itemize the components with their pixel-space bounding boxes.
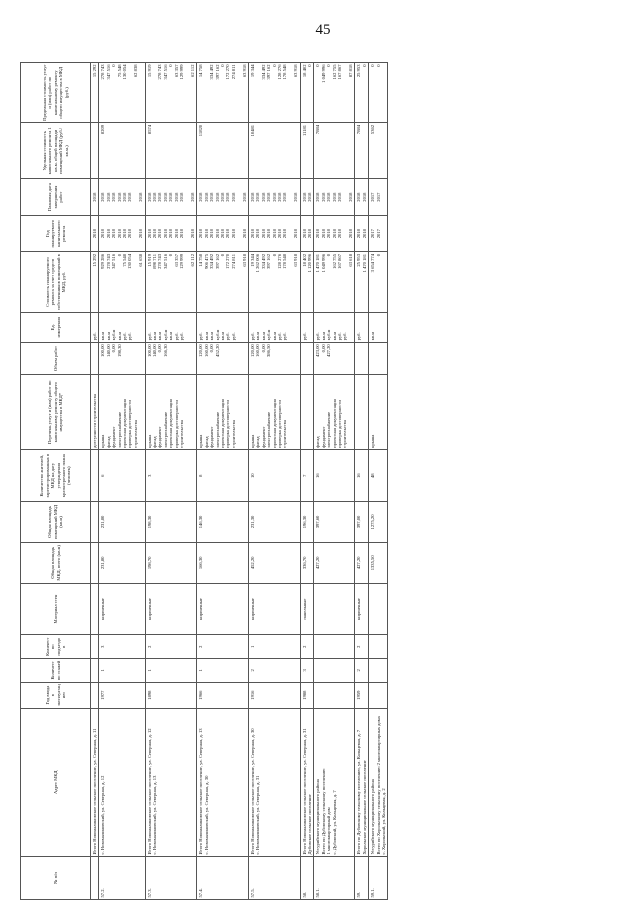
row-entrances (369, 635, 388, 659)
row-year: 1898 (145, 682, 197, 708)
row-wall-material: панельные (300, 583, 314, 635)
row-plan-year: 2018 2018 2018 2018 2018 2018 2018 2018 (197, 215, 249, 252)
row-volume (355, 342, 369, 374)
row-premises-area: 196,30 (300, 502, 314, 543)
row-works: крыша фасад фундамент электроснабжение проектная документация проверка достоверности строительства (248, 375, 300, 450)
row-premises-area: 397,00 (355, 502, 369, 543)
header-cell: Предельная стоимость услуг и (или) работ по капитальному ремонту общего имущества в МКД (руб.) (21, 63, 91, 123)
row-year: 1988 (300, 682, 314, 708)
repair-plan-table (20, 62, 388, 900)
row-plan-year: 2018 2018 2018 2018 2018 2018 2018 (99, 215, 145, 252)
row-entrances: 2 (355, 635, 369, 659)
row-wall-material: кирпичные (145, 583, 197, 635)
table-container (20, 62, 620, 900)
table-body (91, 63, 388, 900)
row-works: крыша фасад фундамент электроснабжение проектная документация проверка достоверности строительства (197, 375, 249, 450)
row-wall-material (314, 583, 355, 635)
row-limit-cost: 0 1 049 996 0 162 755 167 867 87 818 (314, 63, 355, 123)
table-row (355, 63, 369, 900)
row-number: 57.5. (248, 856, 300, 899)
row-year: 1959 (355, 682, 369, 708)
row-specific-cost (91, 123, 99, 179)
row-done-date: 2018 2018 2018 2018 2018 2018 2018 (99, 179, 145, 216)
row-done-date: 2018 (91, 179, 99, 216)
row-residents: 6 (99, 450, 145, 502)
row-wall-material: кирпичные (99, 583, 145, 635)
table-row (300, 63, 314, 900)
header-cell: Адрес МКД (21, 708, 91, 856)
row-total-area: 336,70 (300, 542, 314, 583)
row-floors: 1 (197, 659, 249, 683)
header-cell: Материал стен (21, 583, 91, 635)
row-works: фасад фундамент электроснабжение проектная документация проверка достоверности строительства (314, 375, 355, 450)
row-floors: 2 (248, 659, 300, 683)
row-unit: кв.м кв.м куб.м кв.м руб. руб. (99, 312, 145, 342)
header-cell: Стоимость планируемого ремонта за счет средств собственников помещений в МКД, руб. (21, 252, 91, 312)
row-address: Уссурийского муниципального района Всего по Дубовскому сельскому поселению 1 многоквартирный дом с. Дубовский, ул. Кольцевая, д. 7 (314, 708, 355, 856)
row-residents: 7 (300, 450, 314, 502)
row-cost: 15 919 890 711 278 743 347 516 0 63 357 129 999 62 112 (145, 252, 197, 312)
row-unit: руб. (355, 312, 369, 342)
row-premises-area: 231,30 (248, 502, 300, 543)
page-number: 45 (315, 22, 331, 38)
row-year (369, 682, 388, 708)
header-cell: № п/п (21, 856, 91, 899)
table-row (145, 63, 197, 900)
table-row (369, 63, 388, 900)
header-cell: Удельная стоимость капитального ремонта 1 кв.м. общей площади помещений МКД (руб./кв.м.) (21, 123, 91, 179)
table-row (314, 63, 355, 900)
row-limit-cost: 25 953 0 (355, 63, 369, 123)
row-residents (91, 450, 99, 502)
row-cost: 14 758 906 475 334 492 397 162 0 172 270 274 811 63 918 (197, 252, 249, 312)
row-total-area: 452,20 (248, 542, 300, 583)
header-cell: Общая площадь МКД, всего (кв.м) (21, 542, 91, 583)
row-address: Итого Новомалиновское сельское поселение, ул. Северная, д. 13 с. Новомалиновский, ул. Северная, д. 30 (197, 708, 249, 856)
row-plan-year: 2018 (91, 215, 99, 252)
row-specific-cost: 11181 (300, 123, 314, 179)
header-cell: Плановая дата завершения работ (21, 179, 91, 216)
row-entrances (314, 635, 355, 659)
row-address: Итого Новомалиновское сельское поселение, ул. Северная, д. 31 Дубовское сельское поселение (300, 708, 314, 856)
row-volume: 100,00 140,00 0,00 198,30 (99, 342, 145, 374)
row-works: крыша фасад фундамент электроснабжение проектная документация проверка достоверности строительства (99, 375, 145, 450)
row-plan-year: 2018 2018 2018 2018 2018 2018 2018 2018 (248, 215, 300, 252)
row-floors: 1 (145, 659, 197, 683)
row-done-date: 2017 2017 (369, 179, 388, 216)
row-total-area: 166,30 (197, 542, 249, 583)
row-total-area: 1335,50 (369, 542, 388, 583)
rotated-table-frame (20, 62, 620, 900)
row-total-area: 427,20 (355, 542, 369, 583)
row-limit-cost: 14 758 334 492 397 162 0 172 270 274 811 63 918 (197, 63, 249, 123)
row-specific-cost: 11820 (197, 123, 249, 179)
row-number: 59.1. (369, 856, 388, 899)
row-limit-cost: 18 402 0 (300, 63, 314, 123)
row-premises-area (91, 502, 99, 543)
header-cell: Количество жителей, зарегистрированных в МКД на дату утверждения краткосрочного плана (человек) (21, 450, 91, 502)
row-total-area: 427,20 (314, 542, 355, 583)
row-floors (314, 659, 355, 683)
row-unit: руб. (300, 312, 314, 342)
row-limit-cost: 278 743 347 516 0 75 548 130 054 62 838 (99, 63, 145, 123)
table-row (91, 63, 99, 900)
row-entrances: 1 (248, 635, 300, 659)
header-cell: Перечень услуг и (или) работ по капитальному ремонту общего имущества в МКД* (21, 375, 91, 450)
row-floors (91, 659, 99, 683)
row-residents: 3 (145, 450, 197, 502)
row-unit: кв.м (369, 312, 388, 342)
row-year: 1966 (197, 682, 249, 708)
header-cell: Количество этажей (21, 659, 91, 683)
row-limit-cost: 15 292 (91, 63, 99, 123)
row-floors: 2 (355, 659, 369, 683)
table-row (248, 63, 300, 900)
row-total-area (91, 542, 99, 583)
row-year: 1977 (99, 682, 145, 708)
row-residents: 8 (197, 450, 249, 502)
row-plan-year: 2017 2017 (369, 215, 388, 252)
row-cost: 15 292 (91, 252, 99, 312)
row-done-date: 2018 2018 2018 2018 2018 2018 2018 2018 (248, 179, 300, 216)
row-volume (369, 342, 388, 374)
row-total-area: 231,80 (99, 542, 145, 583)
row-plan-year: 2018 2018 (300, 215, 314, 252)
row-volume: 120,00 160,00 0,00 386,50 (248, 342, 300, 374)
row-year: 1916 (248, 682, 300, 708)
table-row (197, 63, 249, 900)
row-limit-cost: 15 919 278 743 347 516 0 63 357 129 999 62 112 (145, 63, 197, 123)
row-cost: 929 286 278 743 347 516 0 75 548 130 054 61 638 (99, 252, 145, 312)
row-wall-material: кирпичные (197, 583, 249, 635)
header-cell: Объем работ (21, 342, 91, 374)
row-unit: руб. кв.м кв.м куб.м кв.м руб. руб. (248, 312, 300, 342)
row-premises-area: 1275,20 (369, 502, 388, 543)
row-number: 57.3. (145, 856, 197, 899)
row-residents: 10 (248, 450, 300, 502)
row-specific-cost: 5362 (369, 123, 388, 179)
row-number: 57.2. (99, 856, 145, 899)
row-address: Итого Новомалиновское сельское поселение, ул. Северная, д. 11 (91, 708, 99, 856)
row-wall-material: кирпичные (248, 583, 300, 635)
row-year (314, 682, 355, 708)
row-done-date: 2018 2018 (355, 179, 369, 216)
row-cost: 18 402 1 120 996 (300, 252, 314, 312)
row-unit: руб. (91, 312, 99, 342)
row-specific-cost: 8209 (99, 123, 145, 179)
row-cost: 25 953 1 470 181 (355, 252, 369, 312)
row-limit-cost: 19 344 334 492 397 162 0 128 276 178 548 63 918 (248, 63, 300, 123)
row-premises-area: 231,80 (99, 502, 145, 543)
table-row (99, 63, 145, 900)
row-volume: 120,00 160,00 0,00 452,20 (197, 342, 249, 374)
row-works: доступности строительства (91, 375, 99, 450)
row-volume (300, 342, 314, 374)
row-cost: 19 344 1 262 006 334 492 397 162 0 128 276 178 548 63 918 (248, 252, 300, 312)
row-volume: 100,00 140,00 0,00 166,30 (145, 342, 197, 374)
row-specific-cost: 8574 (145, 123, 197, 179)
row-entrances (91, 635, 99, 659)
row-specific-cost: 7884 (355, 123, 369, 179)
row-wall-material (369, 583, 388, 635)
row-done-date: 2018 2018 (300, 179, 314, 216)
header-cell: Количество подъездов (21, 635, 91, 659)
row-cost: 1 470 181 1 049 996 0 162 755 167 867 63 618 (314, 252, 355, 312)
row-year (91, 682, 99, 708)
row-entrances: 3 (99, 635, 145, 659)
row-done-date: 2018 2018 2018 2018 2018 2018 2018 2018 (145, 179, 197, 216)
row-total-area: 198,70 (145, 542, 197, 583)
row-plan-year: 2018 2018 2018 2018 2018 2018 (314, 215, 355, 252)
row-residents: 16 (355, 450, 369, 502)
row-specific-cost: 10481 (248, 123, 300, 179)
row-entrances: 2 (145, 635, 197, 659)
row-premises-area: 198,30 (145, 502, 197, 543)
row-volume: 423,00 0,00 427,20 (314, 342, 355, 374)
row-works: крыша (369, 375, 388, 450)
row-specific-cost: 7884 (314, 123, 355, 179)
row-address: Итого Новомалиновское сельское поселение, ул. Северная, д. 30 с. Новомалиновский, ул. Северная, д. 31 (248, 708, 300, 856)
row-residents: 16 (314, 450, 355, 502)
row-residents: 48 (369, 450, 388, 502)
table-header-row (21, 63, 91, 900)
row-number: 58.1. (314, 856, 355, 899)
row-wall-material (91, 583, 99, 635)
row-wall-material: кирпичные (355, 583, 369, 635)
row-premises-area: 397,60 (314, 502, 355, 543)
row-number (91, 856, 99, 899)
row-floors: 1 (99, 659, 145, 683)
row-floors: 3 (300, 659, 314, 683)
row-unit: руб. кв.м кв.м куб.м кв.м руб. руб. (145, 312, 197, 342)
row-unit: руб. кв.м куб.м кв.м руб. руб. (314, 312, 355, 342)
row-floors (369, 659, 388, 683)
header-cell: Общая площадь помещений МКД (кв.м) (21, 502, 91, 543)
row-works (300, 375, 314, 450)
row-address: Уссурийского муниципального района Всего по Хорольскому сельскому поселению 2 многоквартирных дома с. Хорольский, ул. Кольцевая, д. 2 (369, 708, 388, 856)
row-plan-year: 2018 2018 (355, 215, 369, 252)
row-number: 57.4. (197, 856, 249, 899)
row-entrances: 2 (300, 635, 314, 659)
row-address: с. Новомалиновский, ул. Северная, д. 12 (99, 708, 145, 856)
row-number: 59. (355, 856, 369, 899)
row-unit: руб. кв.м кв.м куб.м кв.м руб. руб. (197, 312, 249, 342)
row-works (355, 375, 369, 450)
row-address: Итого по Дубовскому сельскому поселению, ул. Кольцевая, д. 7 Хорольское муниципальное сельское поселение (355, 708, 369, 856)
row-address: Итого Новомалиновское сельское поселение, ул. Северная, д. 12 с. Новомалиновский, ул. Северная, д. 13 (145, 708, 197, 856)
row-entrances: 2 (197, 635, 249, 659)
row-done-date: 2018 2018 2018 2018 2018 2018 (314, 179, 355, 216)
header-cell: Год ввода в эксплуатацию (21, 682, 91, 708)
row-limit-cost: 0 0 (369, 63, 388, 123)
row-volume (91, 342, 99, 374)
row-premises-area: 146,30 (197, 502, 249, 543)
row-cost: 3 654 774 0 (369, 252, 388, 312)
row-done-date: 2018 2018 2018 2018 2018 2018 2018 2018 (197, 179, 249, 216)
header-cell: Ед. измерения (21, 312, 91, 342)
row-works: крыша фасад фундамент электроснабжение проектная документация проверка достоверности строительства (145, 375, 197, 450)
row-number: 58. (300, 856, 314, 899)
row-plan-year: 2018 2018 2018 2018 2018 2018 2018 2018 (145, 215, 197, 252)
header-cell: Год планируемого капитального ремонта (21, 215, 91, 252)
